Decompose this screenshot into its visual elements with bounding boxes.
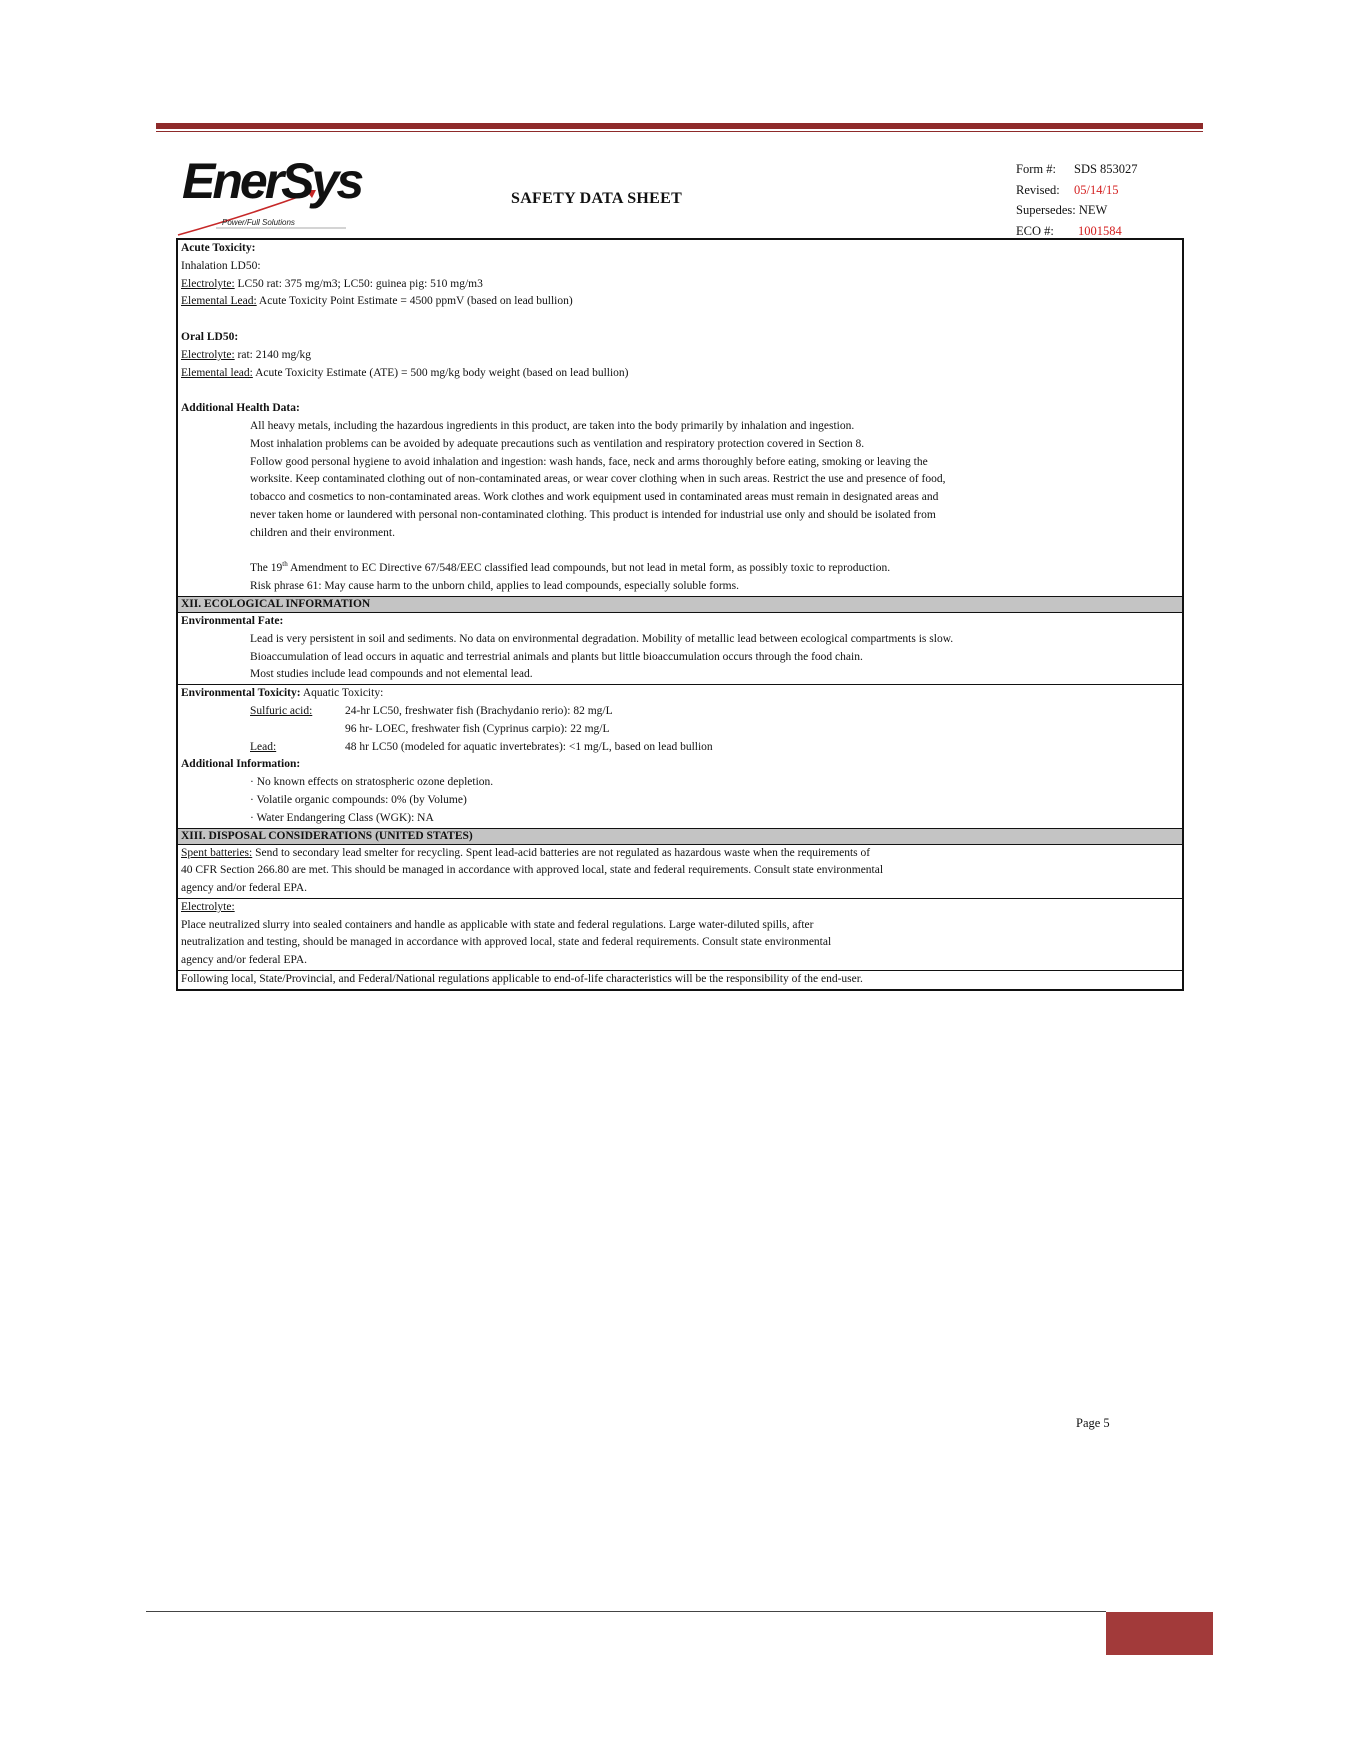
revised-row <box>1016 183 1138 204</box>
enersys-logo <box>176 153 362 236</box>
environmental-toxicity-heading <box>178 685 1182 703</box>
amendment-line <box>178 560 1182 578</box>
inhalation-lead-label: Elemental Lead: <box>181 295 257 308</box>
sulfuric-acid-value-2: 96 hr- LOEC, freshwater fish (Cyprinus carpio): 22 mg/L <box>345 722 610 735</box>
health-line: Most inhalation problems can be avoided by adequate precautions such as ventilation and respiratory protection covered in Section 8. <box>250 437 865 450</box>
document-title: SAFETY DATA SHEET <box>511 190 683 207</box>
bottom-rule <box>146 1611 1106 1612</box>
spent-batteries-text: Send to secondary lead smelter for recycling. Spent lead-acid batteries are not regulated as hazardous waste when the requirements of <box>252 846 871 859</box>
inhalation-electrolyte-text: LC50 rat: 375 mg/m3; LC50: guinea pig: 510 mg/m3 <box>234 277 483 290</box>
inhalation-lead <box>178 293 1182 311</box>
spent-batteries-line-3: agency and/or federal EPA. <box>181 882 308 895</box>
spacer <box>178 311 1182 329</box>
electrolyte-disposal-section <box>178 898 1182 970</box>
health-line: Follow good personal hygiene to avoid inhalation and ingestion: wash hands, face, neck and arms thoroughly before eating, smoking or leaving the <box>250 455 928 468</box>
environmental-fate-section <box>178 613 1182 684</box>
additional-info-line: · Water Endangering Class (WGK): NA <box>250 811 434 824</box>
form-number-row <box>1016 162 1138 183</box>
additional-info-line: · Volatile organic compounds: 0% (by Volume) <box>250 793 467 806</box>
oral-ld50-heading: Oral LD50: <box>181 330 239 343</box>
electrolyte-disposal-line: agency and/or federal EPA. <box>181 954 308 967</box>
env-tox-label: Environmental Toxicity: <box>181 687 301 700</box>
oral-lead <box>178 365 1182 383</box>
ecological-section-heading: XII. ECOLOGICAL INFORMATION <box>178 596 1182 613</box>
revised-label: Revised: <box>1016 182 1060 197</box>
oral-lead-text: Acute Toxicity Estimate (ATE) = 500 mg/kg body weight (based on lead bullion) <box>252 366 629 379</box>
oral-electrolyte-text: rat: 2140 mg/kg <box>234 348 311 361</box>
oral-lead-label: Elemental lead: <box>181 366 253 379</box>
lead-row <box>178 739 1182 757</box>
additional-health-heading: Additional Health Data: <box>181 402 300 415</box>
spent-batteries-label: Spent batteries: <box>181 846 253 859</box>
top-rule-thin <box>156 131 1203 132</box>
electrolyte-disposal-line: neutralization and testing, should be managed in accordance with approved local, state and federal requirements. Consult state environmental <box>181 936 832 949</box>
electrolyte-disposal-line: Place neutralized slurry into sealed containers and handle as applicable with state and federal regulations. Large water-diluted spills, after <box>181 918 814 931</box>
form-info <box>1016 162 1138 244</box>
supersedes-label: Supersedes: <box>1016 203 1076 217</box>
spent-batteries-line-2: 40 CFR Section 266.80 are met. This should be managed in accordance with approved local, state and federal requirements. Consult state environmental <box>181 864 884 877</box>
supersedes-value: NEW <box>1078 203 1108 217</box>
fate-line: Most studies include lead compounds and not elemental lead. <box>250 668 533 681</box>
lead-label: Lead: <box>250 740 277 753</box>
toxicity-section <box>178 240 1182 596</box>
logo-wordmark: EnerSys <box>182 153 362 209</box>
inhalation-lead-text: Acute Toxicity Point Estimate = 4500 ppmV (based on lead bullion) <box>256 295 573 308</box>
eco-label: ECO #: <box>1016 223 1054 238</box>
fate-line: Lead is very persistent in soil and sediments. No data on environmental degradation. Mobility of metallic lead between ecological compartments is slow. <box>250 632 954 645</box>
lead-value: 48 hr LC50 (modeled for aquatic invertebrates): <1 mg/L, based on lead bullion <box>345 740 713 753</box>
acute-toxicity-heading: Acute Toxicity: <box>181 242 256 254</box>
health-line: never taken home or laundered with personal non-contaminated clothing. This product is intended for industrial use only and should be isolated from <box>250 508 936 521</box>
top-rule <box>156 123 1203 133</box>
supersedes-row <box>1016 203 1138 224</box>
disposal-section-heading: XIII. DISPOSAL CONSIDERATIONS (UNITED STATES) <box>178 828 1182 845</box>
env-tox-sub: Aquatic Toxicity: <box>300 687 384 700</box>
health-line: children and their environment. <box>250 526 395 539</box>
health-line: All heavy metals, including the hazardous ingredients in this product, are taken into the body primarily by inhalation and ingestion. <box>250 419 855 432</box>
sulfuric-acid-value-1: 24-hr LC50, freshwater fish (Brachydanio rerio): 82 mg/L <box>345 704 613 717</box>
amendment-pre: The 19 <box>250 562 283 575</box>
additional-info-line: · No known effects on stratospheric ozone depletion. <box>250 776 494 789</box>
oral-electrolyte-label: Electrolyte: <box>181 348 235 361</box>
sulfuric-acid-row-1 <box>178 703 1182 721</box>
form-number-label: Form #: <box>1016 162 1056 176</box>
additional-information-heading: Additional Information: <box>181 758 301 771</box>
oral-electrolyte <box>178 347 1182 365</box>
inhalation-electrolyte <box>178 276 1182 294</box>
spacer <box>178 543 1182 561</box>
eco-value: 1001584 <box>1078 223 1122 238</box>
inhalation-electrolyte-label: Electrolyte: <box>181 277 235 290</box>
footer-color-block <box>1106 1612 1213 1655</box>
inhalation-ld50: Inhalation LD50: <box>181 259 261 272</box>
spacer <box>178 382 1182 400</box>
sulfuric-acid-label: Sulfuric acid: <box>250 704 313 717</box>
end-of-life-section <box>178 970 1182 989</box>
environmental-fate-heading: Environmental Fate: <box>181 614 284 627</box>
form-number-value: SDS 853027 <box>1074 162 1138 176</box>
logo-tagline: Power/Full Solutions <box>222 218 295 227</box>
environmental-toxicity-section <box>178 684 1182 827</box>
risk-phrase: Risk phrase 61: May cause harm to the unborn child, applies to lead compounds, especially soluble forms. <box>250 580 739 593</box>
content-table <box>176 238 1184 991</box>
page-number: Page 5 <box>1076 1416 1110 1430</box>
fate-line: Bioaccumulation of lead occurs in aquatic and terrestrial animals and plants but little bioaccumulation occurs through the food chain. <box>250 650 863 663</box>
amendment-sup: th <box>282 560 288 569</box>
electrolyte-disposal-label: Electrolyte: <box>181 900 235 913</box>
top-rule-thick <box>156 123 1203 129</box>
health-line: tobacco and cosmetics to non-contaminated areas. Work clothes and work equipment used in contaminated areas must remain in designated areas and <box>250 491 939 504</box>
spent-batteries-section <box>178 845 1182 898</box>
sulfuric-acid-row-2 <box>178 721 1182 739</box>
spent-batteries-line-1 <box>178 845 1182 863</box>
revised-value: 05/14/15 <box>1074 182 1119 197</box>
amendment-post: Amendment to EC Directive 67/548/EEC classified lead compounds, but not lead in metal form, as possibly toxic to reproduction. <box>287 562 891 575</box>
health-line: worksite. Keep contaminated clothing out of non-contaminated areas, or wear cover clothing when in such areas. Restrict the use and presence of food, <box>250 473 946 486</box>
end-of-life-line: Following local, State/Provincial, and Federal/National regulations applicable to end-of-life characteristics will be the responsibility of the end-user. <box>181 973 863 986</box>
